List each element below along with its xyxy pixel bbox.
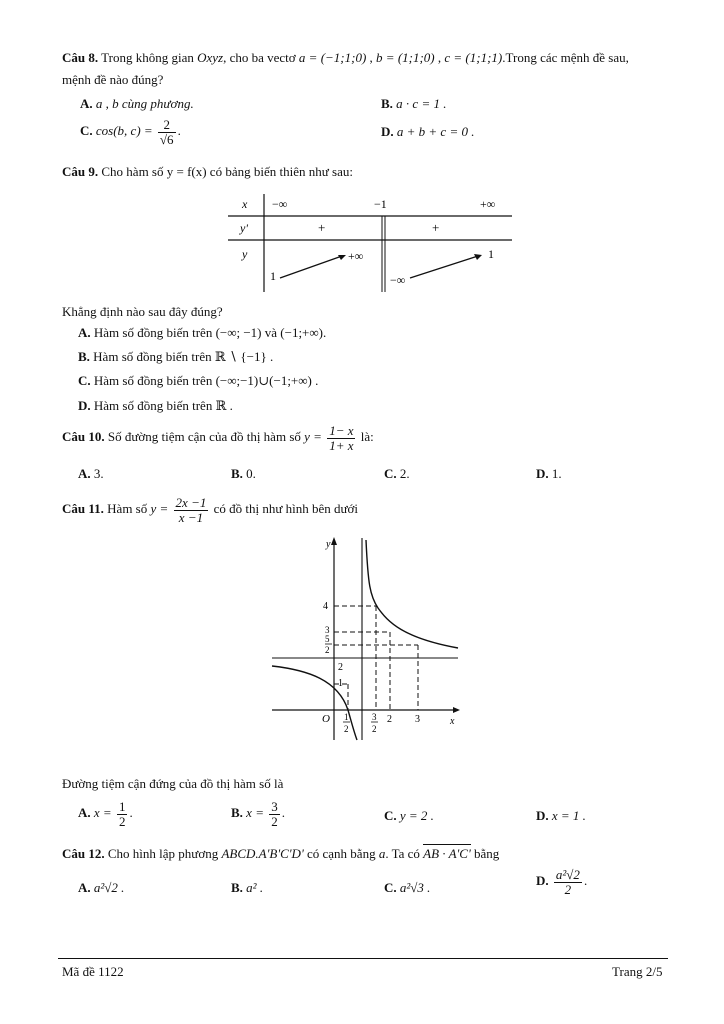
table-plus-inf: +∞ xyxy=(480,197,496,211)
q8-intro: Trong không gian xyxy=(101,50,194,65)
tick-y52-den: 2 xyxy=(325,645,330,655)
q12-vectors: AB · A'C' xyxy=(423,846,471,861)
q8-option-d[interactable]: D. a + b + c = 0 . xyxy=(381,124,475,139)
table-y-left-end: +∞ xyxy=(348,249,364,263)
q8-line1: Câu 8. Trong không gian Oxyz, cho ba vectơ a = (−1;1;0) , b = (1;1;0) , c = (1;1;1).Trong các mệnh đề sau, xyxy=(62,50,629,65)
graph-x-label: x xyxy=(450,716,455,727)
tick-x-half-num: 1 xyxy=(344,712,349,722)
q10-stem: Câu 10. Số đường tiệm cận của đồ thị hàm số y = $\frac{1- x}{1+ x}$ là: xyxy=(62,423,374,453)
q11-option-d[interactable]: D. x = 1 . xyxy=(536,808,586,823)
table-sign-left: + xyxy=(318,220,326,235)
right-branch xyxy=(366,540,458,648)
table-y-label: y xyxy=(242,247,248,261)
q12-stem: Câu 12. Cho hình lập phương ABCD.A'B'C'D' có cạnh bằng a. Ta có AB · A'C' bằng xyxy=(62,846,500,861)
q8-text2: .Trong các mệnh đề sau, xyxy=(502,50,629,65)
graph-y-label: y xyxy=(326,539,331,550)
tick-x2: 2 xyxy=(387,714,392,725)
footer-divider xyxy=(58,958,668,959)
q12-option-b[interactable]: B. a² . xyxy=(231,880,264,895)
q11-option-c[interactable]: C. y = 2 . xyxy=(384,808,434,823)
q8-option-a[interactable]: A. a , b cùng phương. xyxy=(80,96,194,111)
q8-vec-c: c = (1;1;1) xyxy=(444,50,503,65)
q9-option-b[interactable]: B. Hàm số đồng biến trên ℝ ∖ {−1} . xyxy=(78,349,274,364)
table-arrow-right xyxy=(410,256,478,278)
table-sign-right: + xyxy=(432,220,440,235)
table-y-left-start: 1 xyxy=(270,269,276,283)
q10-option-d[interactable]: D. 1. xyxy=(536,466,562,481)
q8-option-b[interactable]: B. a · c = 1 . xyxy=(381,96,447,111)
table-y-right-start: −∞ xyxy=(390,273,406,287)
table-arrow-left xyxy=(280,256,342,278)
table-x-label: x xyxy=(242,197,248,211)
table-minus-inf: −∞ xyxy=(272,197,288,211)
table-yprime-label: y' xyxy=(240,221,248,235)
q10-option-a[interactable]: A. 3. xyxy=(78,466,104,481)
table-y-right-end: 1 xyxy=(488,247,494,261)
page-number: Trang 2/5 xyxy=(612,964,663,979)
tick-x32-num: 3 xyxy=(372,712,377,722)
graph-origin: O xyxy=(322,713,330,725)
hyperbola-graph xyxy=(268,534,464,744)
q8-vec-a: a = (−1;1;0) xyxy=(298,50,367,65)
q11-option-b[interactable]: B. x = $\frac{3}{2}$ . xyxy=(231,799,285,829)
q8-option-c[interactable]: C. cos(b, c) = $\frac{2}{√6}$ . xyxy=(80,117,181,147)
q12-option-c[interactable]: C. a²√3 . xyxy=(384,880,431,895)
q9-question: Khẳng định nào sau đây đúng? xyxy=(62,304,223,319)
q9-option-a[interactable]: A. Hàm số đồng biến trên (−∞; −1) và (−1;+∞). xyxy=(78,325,327,340)
tick-x3: 3 xyxy=(415,714,420,725)
tick-y3: 3 xyxy=(325,625,330,635)
q8-label: Câu 8. xyxy=(62,50,99,65)
tick-x-half-den: 2 xyxy=(344,724,349,734)
q8-text1: , cho ba vectơ xyxy=(223,50,296,65)
variation-table xyxy=(228,192,512,294)
q11-stem: Câu 11. Hàm số y = $\frac{2x -1}{x -1}$ có đồ thị như hình bên dưới xyxy=(62,495,359,525)
q8-vec-b: b = (1;1;0) xyxy=(376,50,435,65)
tick-y1: 1 xyxy=(338,678,343,689)
q10-option-c[interactable]: C. 2. xyxy=(384,466,410,481)
q9-stem: Câu 9. Cho hàm số y = f(x) có bảng biến thiên như sau: xyxy=(62,164,353,179)
tick-y2: 2 xyxy=(338,662,343,673)
q11-question: Đường tiệm cận đứng của đồ thị hàm số là xyxy=(62,776,284,791)
q12-option-a[interactable]: A. a²√2 . xyxy=(78,880,125,895)
q8-space: Oxyz xyxy=(197,50,224,65)
q9-option-d[interactable]: D. Hàm số đồng biến trên ℝ . xyxy=(78,398,233,413)
tick-y52-num: 5 xyxy=(325,634,330,644)
q11-option-a[interactable]: A. x = $\frac{1}{2}$ . xyxy=(78,799,133,829)
exam-code: Mã đề 1122 xyxy=(62,964,124,979)
q12-option-d[interactable]: D. $\frac{\text{a²√2}}{2}$ . xyxy=(536,867,588,897)
q10-option-b[interactable]: B. 0. xyxy=(231,466,256,481)
tick-x32-den: 2 xyxy=(372,724,377,734)
table-minus-one: −1 xyxy=(374,197,387,211)
q9-option-c[interactable]: C. Hàm số đồng biến trên (−∞;−1)∪(−1;+∞) . xyxy=(78,373,319,388)
tick-y4: 4 xyxy=(323,601,328,612)
q8-line2: mệnh đề nào đúng? xyxy=(62,72,164,87)
